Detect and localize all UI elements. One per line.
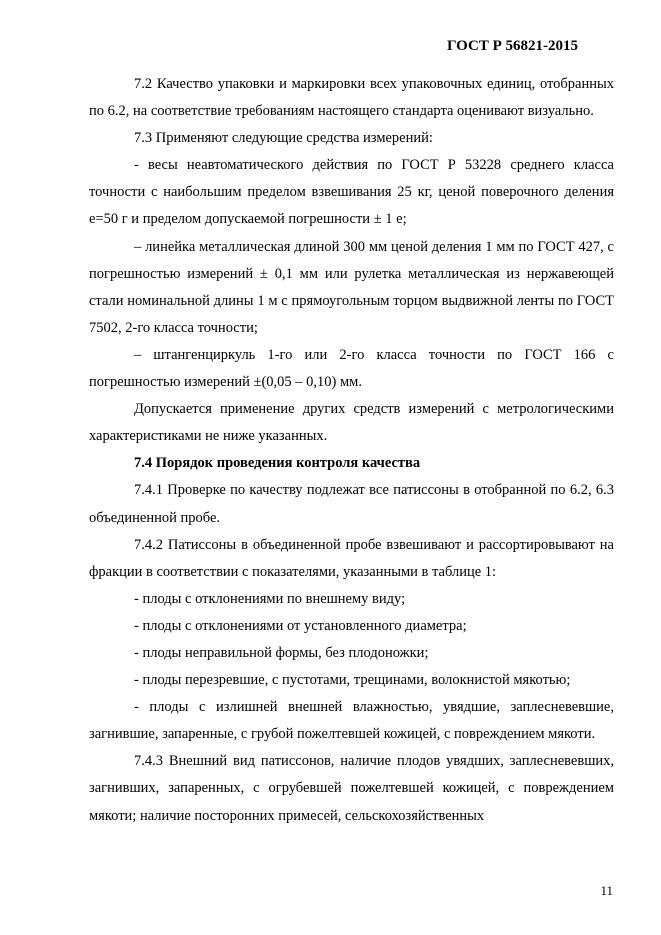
page-number: 11 bbox=[600, 883, 613, 898]
list-item-diameter: - плоды с отклонениями от установленного диаметра; bbox=[134, 617, 467, 634]
paragraph-7-2: 7.2 Качество упаковки и маркировки всех упаковочных единиц, отобранных по 6.2, на соответствие требованиям настоящего стандарта оценивают визуально. bbox=[89, 76, 614, 120]
paragraph-7-4-1: 7.4.1 Проверке по качеству подлежат все патиссоны в отобранной по 6.2, 6.3 объединенной пробе. bbox=[89, 482, 614, 526]
list-item-moisture: - плоды с излишней внешней влажностью, увядшие, заплесневевшие, загнившие, запаренные, с грубой пожелтевшей кожицей, с повреждением мякоти. bbox=[89, 699, 614, 743]
document-header-code: ГОСТ Р 56821-2015 bbox=[446, 38, 578, 54]
list-item-ruler: – линейка металлическая длиной 300 мм ценой деления 1 мм по ГОСТ 427, с погрешностью измерений ± 0,1 мм или рулетка металлическая из нержавеющей стали номинальной длины 1 м с прямоугольным торцом выдвижной ленты по ГОСТ 7502, 2-го класса точности; bbox=[89, 238, 614, 336]
paragraph-7-4-3: 7.4.3 Внешний вид патиссонов, наличие плодов увядших, заплесневевших, загнивших, запаренных, с огрубевшей пожелтевшей кожицей, с повреждением мякоти; наличие посторонних примесей, сельскохозяйственных bbox=[89, 753, 614, 824]
document-body bbox=[89, 71, 614, 830]
list-item-caliper: – штангенциркуль 1-го или 2-го класса точности по ГОСТ 166 с погрешностью измерений ±(0,05 – 0,10) мм. bbox=[89, 346, 614, 391]
paragraph-7-3: 7.3 Применяют следующие средства измерений: bbox=[134, 130, 433, 147]
list-item-scales: - весы неавтоматического действия по ГОСТ Р 53228 среднего класса точности с наибольшим пределом взвешивания 25 кг, ценой поверочного деления е=50 г и пределом допускаемой погрешности ± 1 е; bbox=[89, 157, 614, 228]
list-item-appearance: - плоды с отклонениями по внешнему виду; bbox=[134, 590, 406, 607]
section-heading-7-4: 7.4 Порядок проведения контроля качества bbox=[134, 455, 421, 472]
list-item-irregular: - плоды неправильной формы, без плодоножки; bbox=[134, 644, 429, 661]
list-item-overripe: - плоды перезревшие, с пустотами, трещинами, волокнистой мякотью; bbox=[134, 672, 571, 689]
paragraph-7-4-2: 7.4.2 Патиссоны в объединенной пробе взвешивают и рассортировывают на фракции в соответствии с показателями, указанными в таблице 1: bbox=[89, 536, 614, 580]
paragraph-other-instruments: Допускается применение других средств измерений с метрологическими характеристиками не ниже указанных. bbox=[89, 401, 614, 445]
